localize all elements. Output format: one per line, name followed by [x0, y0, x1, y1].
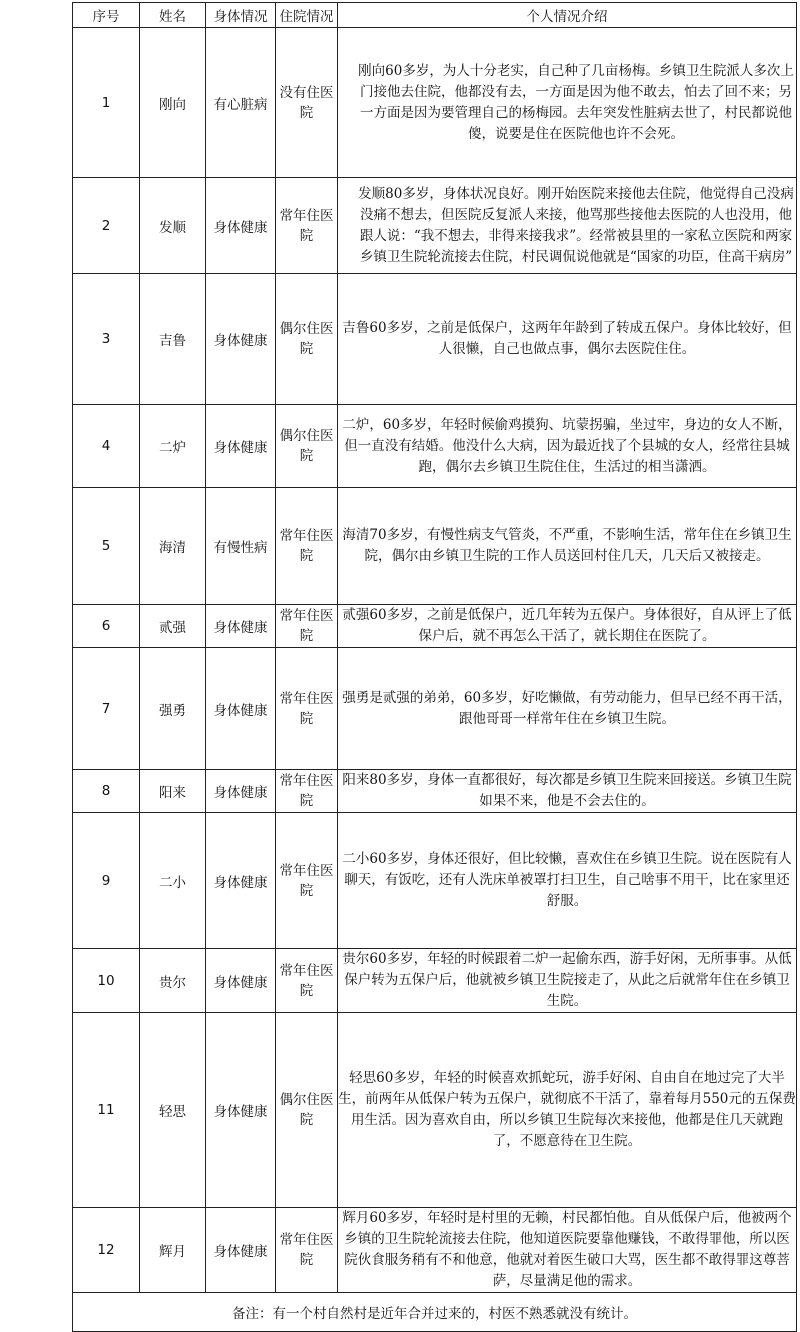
row-health: 身体健康	[206, 1208, 276, 1293]
table-row	[73, 813, 797, 949]
table-row	[73, 274, 797, 405]
table-row	[73, 488, 797, 605]
row-name: 刚向	[140, 28, 206, 178]
table-row	[73, 648, 797, 770]
row-no: 1	[73, 28, 140, 178]
row-name: 强勇	[140, 648, 206, 770]
row-no: 5	[73, 488, 140, 605]
row-hospital: 常年住医院	[276, 949, 338, 1013]
row-hospital: 常年住医院	[276, 648, 338, 770]
row-intro: 吉鲁60多岁，之前是低保户，这两年年龄到了转成五保户。身体比较好，但人很懒，自己也做点事，偶尔去医院住住。	[338, 274, 797, 405]
row-no: 10	[73, 949, 140, 1013]
row-intro: 贵尔60多岁，年轻的时候跟着二炉一起偷东西，游手好闲，无所事事。从低保户转为五保户后，他就被乡镇卫生院接走了，从此之后就常年住在乡镇卫生院。	[338, 949, 797, 1013]
row-hospital: 没有住医院	[276, 28, 338, 178]
row-name: 吉鲁	[140, 274, 206, 405]
row-no: 12	[73, 1208, 140, 1293]
row-intro: 轻思60多岁，年轻的时候喜欢抓蛇玩，游手好闲、自由自在地过完了大半生，前两年从低保户转为五保户，就彻底不干活了，靠着每月550元的五保费用生活。因为喜欢自由，所以乡镇卫生院每次来接他，他都是住几天就跑了，不愿意待在卫生院。	[338, 1013, 797, 1208]
household-table	[72, 2, 797, 1332]
row-health: 身体健康	[206, 178, 276, 274]
table-row	[73, 405, 797, 488]
row-intro: 二小60多岁，身体还很好，但比较懒，喜欢住在乡镇卫生院。说在医院有人聊天，有饭吃，还有人洗床单被罩打扫卫生，自己啥事不用干，比在家里还舒服。	[338, 813, 797, 949]
table-row	[73, 1013, 797, 1208]
row-health: 身体健康	[206, 648, 276, 770]
row-no: 4	[73, 405, 140, 488]
row-hospital: 常年住医院	[276, 1208, 338, 1293]
row-no: 6	[73, 605, 140, 648]
header-hospital: 住院情况	[276, 3, 338, 28]
row-intro: 海清70多岁，有慢性病支气管炎，不严重，不影响生活，常年住在乡镇卫生院，偶尔由乡镇卫生院的工作人员送回村住几天，几天后又被接走。	[338, 488, 797, 605]
table-row	[73, 28, 797, 178]
row-intro: 贰强60多岁，之前是低保户，近几年转为五保户。身体很好，自从评上了低保户后，就不再怎么干活了，就长期住在医院了。	[338, 605, 797, 648]
note-row	[73, 1293, 797, 1332]
row-hospital: 常年住医院	[276, 178, 338, 274]
row-hospital: 常年住医院	[276, 813, 338, 949]
row-intro: 发顺80多岁，身体状况良好。刚开始医院来接他去住院，他觉得自己没病没痛不想去，但医院反复派人来接，他骂那些接他去医院的人也没用，他跟人说：“我不想去，非得来接我求”。经常被县里的一家私立医院和两家乡镇卫生院轮流接去住院，村民调侃说他就是“国家的功臣，住高干病房”	[338, 178, 797, 274]
row-hospital: 偶尔住医院	[276, 274, 338, 405]
row-health: 有慢性病	[206, 488, 276, 605]
row-name: 轻思	[140, 1013, 206, 1208]
row-no: 3	[73, 274, 140, 405]
header-no: 序号	[73, 3, 140, 28]
row-name: 二小	[140, 813, 206, 949]
row-intro: 强勇是贰强的弟弟，60多岁，好吃懒做，有劳动能力，但早已经不再干活，跟他哥哥一样常年住在乡镇卫生院。	[338, 648, 797, 770]
row-health: 身体健康	[206, 405, 276, 488]
row-name: 辉月	[140, 1208, 206, 1293]
row-no: 8	[73, 770, 140, 813]
row-health: 身体健康	[206, 605, 276, 648]
row-hospital: 常年住医院	[276, 488, 338, 605]
row-name: 二炉	[140, 405, 206, 488]
header-row	[73, 3, 797, 28]
row-intro: 二炉，60多岁，年轻时候偷鸡摸狗、坑蒙拐骗，坐过牢，身边的女人不断，但一直没有结婚。他没什么大病，因为最近找了个县城的女人，经常往县城跑，偶尔去乡镇卫生院住住，生活过的相当潇洒。	[338, 405, 797, 488]
row-hospital: 偶尔住医院	[276, 1013, 338, 1208]
row-name: 阳来	[140, 770, 206, 813]
row-hospital: 常年住医院	[276, 770, 338, 813]
row-name: 贰强	[140, 605, 206, 648]
row-name: 贵尔	[140, 949, 206, 1013]
row-no: 7	[73, 648, 140, 770]
row-health: 有心脏病	[206, 28, 276, 178]
row-health: 身体健康	[206, 274, 276, 405]
row-no: 2	[73, 178, 140, 274]
table-note: 备注：有一个村自然村是近年合并过来的，村医不熟悉就没有统计。	[73, 1293, 797, 1332]
row-intro: 阳来80多岁，身体一直都很好，每次都是乡镇卫生院来回接送。乡镇卫生院如果不来，他是不会去住的。	[338, 770, 797, 813]
row-name: 发顺	[140, 178, 206, 274]
row-hospital: 常年住医院	[276, 605, 338, 648]
row-no: 9	[73, 813, 140, 949]
table-row	[73, 1208, 797, 1293]
table-row	[73, 605, 797, 648]
header-health: 身体情况	[206, 3, 276, 28]
row-health: 身体健康	[206, 813, 276, 949]
header-intro: 个人情况介绍	[338, 3, 797, 28]
row-intro: 刚向60多岁，为人十分老实，自己种了几亩杨梅。乡镇卫生院派人多次上门接他去住院，他都没有去，一方面是因为他不敢去，怕去了回不来；另一方面是因为要管理自己的杨梅园。去年突发性脏病去世了，村民都说他傻，说要是住在医院他也许不会死。	[338, 28, 797, 178]
table-row	[73, 770, 797, 813]
row-health: 身体健康	[206, 770, 276, 813]
row-intro: 辉月60多岁，年轻时是村里的无赖，村民都怕他。自从低保户后，他被两个乡镇的卫生院轮流接去住院，他知道医院要靠他赚钱，不敢得罪他，所以医院伙食服务稍有不和他意，他就对着医生破口大骂，医生都不敢得罪这尊菩萨，尽量满足他的需求。	[338, 1208, 797, 1293]
row-health: 身体健康	[206, 1013, 276, 1208]
row-name: 海清	[140, 488, 206, 605]
row-health: 身体健康	[206, 949, 276, 1013]
row-hospital: 偶尔住医院	[276, 405, 338, 488]
table-row	[73, 178, 797, 274]
row-no: 11	[73, 1013, 140, 1208]
table-row	[73, 949, 797, 1013]
header-name: 姓名	[140, 3, 206, 28]
